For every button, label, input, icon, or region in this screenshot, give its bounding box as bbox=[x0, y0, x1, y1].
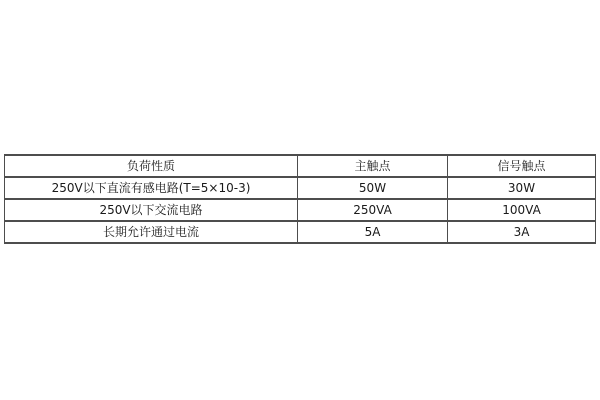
main-contact-cell: 250VA bbox=[298, 199, 448, 221]
load-type-cell: 长期允许通过电流 bbox=[5, 221, 298, 243]
table-row bbox=[5, 177, 596, 199]
signal-contact-cell: 100VA bbox=[448, 199, 596, 221]
table-row bbox=[5, 199, 596, 221]
column-header-signal-contact: 信号触点 bbox=[448, 155, 596, 177]
load-type-cell: 250V以下交流电路 bbox=[5, 199, 298, 221]
table-row bbox=[5, 221, 596, 243]
table-header-row bbox=[5, 155, 596, 177]
signal-contact-cell: 30W bbox=[448, 177, 596, 199]
signal-contact-cell: 3A bbox=[448, 221, 596, 243]
main-contact-cell: 50W bbox=[298, 177, 448, 199]
load-spec-table bbox=[4, 154, 596, 244]
column-header-load-type: 负荷性质 bbox=[5, 155, 298, 177]
load-type-cell: 250V以下直流有感电路(T=5×10-3) bbox=[5, 177, 298, 199]
main-contact-cell: 5A bbox=[298, 221, 448, 243]
column-header-main-contact: 主触点 bbox=[298, 155, 448, 177]
